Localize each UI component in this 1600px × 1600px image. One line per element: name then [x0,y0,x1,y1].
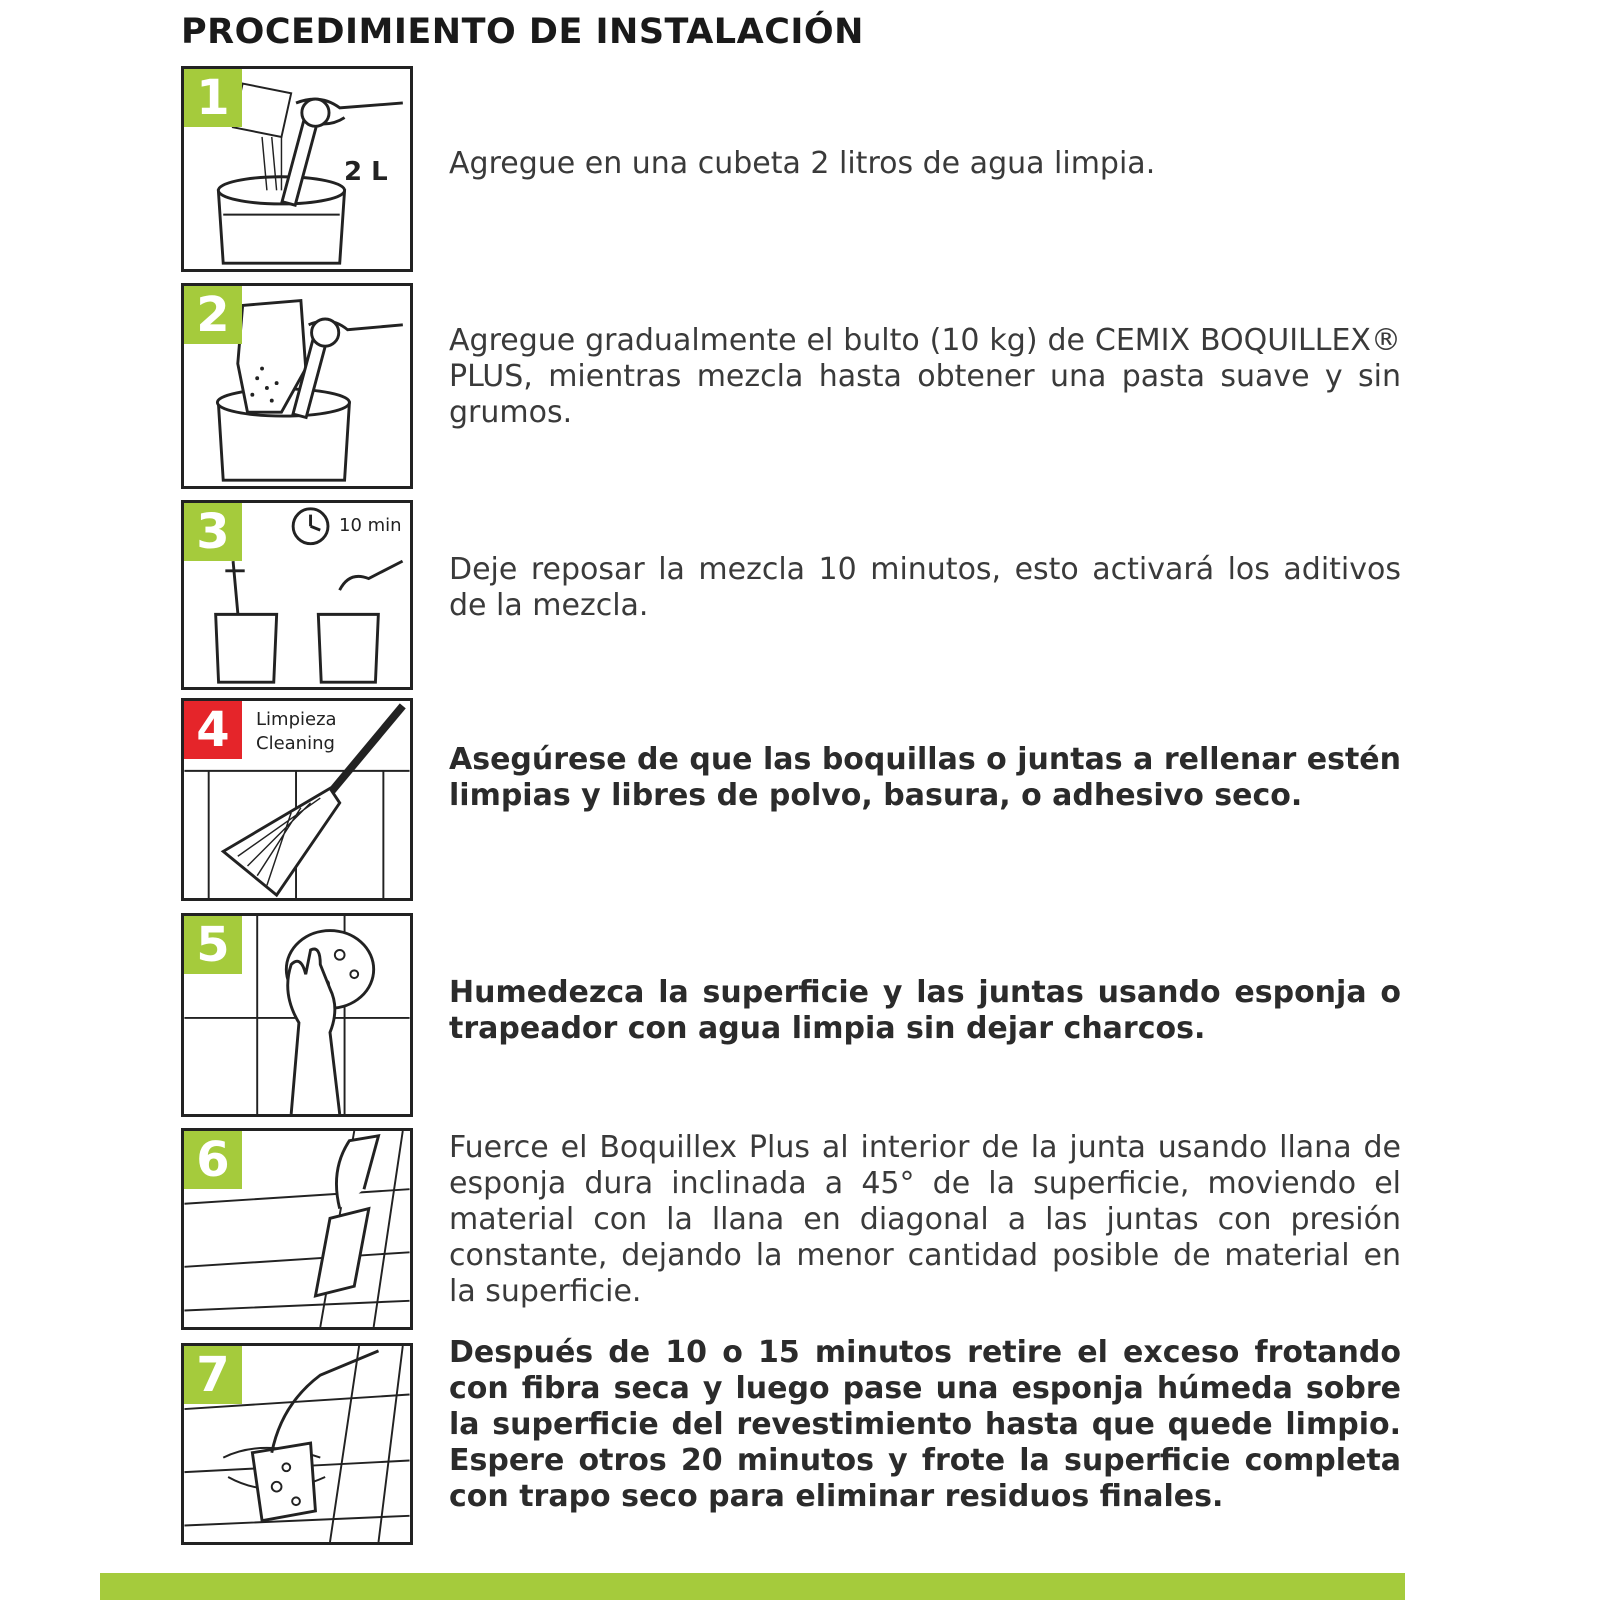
step-6 [181,1128,1401,1330]
step-3 [181,500,1401,690]
step-3-illustration [181,500,413,690]
step-2-text: Agregue gradualmente el bulto (10 kg) de CEMIX BOQUILLEX® PLUS, mientras mezcla hasta obtener una pasta suave y sin grumos. [449,323,1401,430]
step-badge: 1 [184,69,242,127]
page-title: PROCEDIMIENTO DE INSTALACIÓN [181,12,864,52]
step-6-text: Fuerce el Boquillex Plus al interior de la junta usando llana de esponja dura inclinada a 45° de la superficie, moviendo el material con la llana en diagonal a las juntas con presión constante, dejando la menor cantidad posible de material en la superficie. [449,1130,1401,1309]
step-2-illustration [181,283,413,489]
step-3-text: Deje reposar la mezcla 10 minutos, esto activará los aditivos de la mezcla. [449,552,1401,623]
step-7-text: Después de 10 o 15 minutos retire el exceso frotando con fibra seca y luego pase una esponja húmeda sobre la superficie del revestimiento hasta que quede limpio. Espere otros 20 minutos y frote la superficie completa con trapo seco para eliminar residuos finales. [449,1335,1401,1514]
cleaning-label-en: Cleaning [256,733,335,754]
step-badge-alert: 4 [184,701,242,759]
cleaning-label-es: Limpieza [256,709,337,730]
step-badge: 3 [184,503,242,561]
volume-label: 2 L [344,157,388,187]
timer-label: 10 min [339,515,402,536]
step-badge: 2 [184,286,242,344]
footer-accent-bar [100,1573,1405,1600]
step-badge: 6 [184,1131,242,1189]
step-5-illustration [181,913,413,1117]
step-1-text: Agregue en una cubeta 2 litros de agua limpia. [449,146,1156,181]
step-4-text: Asegúrese de que las boquillas o juntas a rellenar estén limpias y libres de polvo, basura, o adhesivo seco. [449,742,1401,813]
step-badge: 7 [184,1346,242,1404]
step-7 [181,1335,1401,1545]
step-7-illustration [181,1343,413,1545]
step-4-illustration [181,698,413,901]
step-1 [181,66,1401,272]
step-5 [181,913,1401,1117]
step-1-illustration [181,66,413,272]
step-6-illustration [181,1128,413,1330]
step-badge: 5 [184,916,242,974]
step-2 [181,283,1401,489]
step-4 [181,698,1401,901]
step-5-text: Humedezca la superficie y las juntas usando esponja o trapeador con agua limpia sin dejar charcos. [449,975,1401,1046]
